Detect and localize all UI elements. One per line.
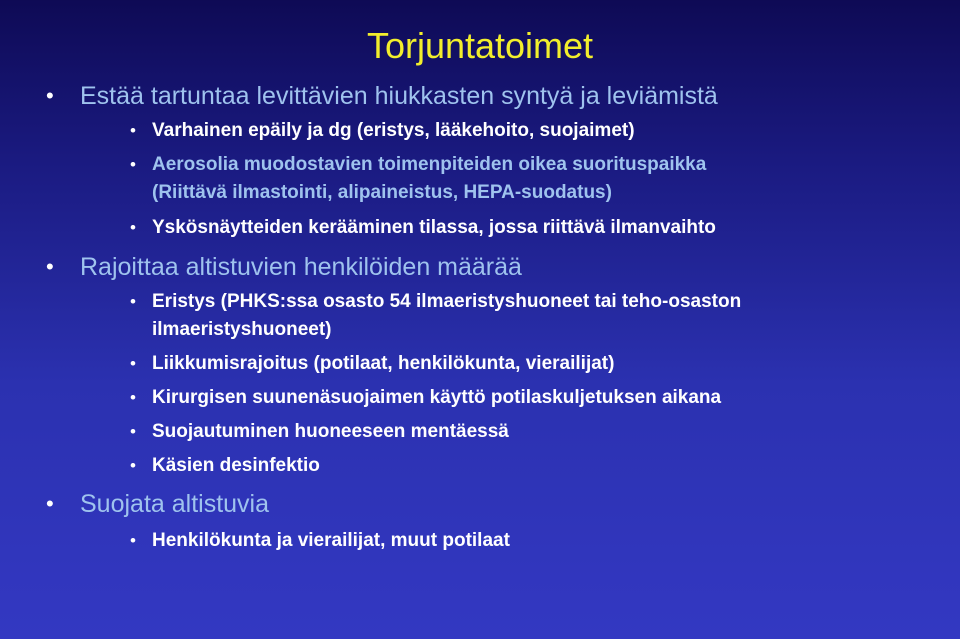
section-heading-3: • Suojata altistuvia (80, 489, 269, 519)
bullet-item (152, 527, 510, 555)
bullet-item (152, 214, 716, 242)
section-heading-1: • Estää tartuntaa levittävien hiukkasten syntyä ja leviämistä (80, 81, 718, 111)
bullet-item (152, 117, 635, 145)
slide-title: Torjuntatoimet (366, 25, 594, 66)
bullet-line: • Varhainen epäily ja dg (eristys, lääkehoito, suojaimet) (152, 120, 635, 141)
bullet-line: • Kirurgisen suunenäsuojaimen käyttö potilaskuljetuksen aikana (152, 387, 722, 408)
bullet-line: • Aerosolia muodostavien toimenpiteiden oikea suorituspaikka (152, 154, 707, 175)
bullet-line: • Käsien desinfektio (152, 455, 320, 476)
bullet-line: • Yskösnäytteiden kerääminen tilassa, jossa riittävä ilmanvaihto (152, 217, 716, 238)
bullet-line: (Riittävä ilmastointi, alipaineistus, HEPA-suodatus) (152, 182, 612, 203)
bullet-line: • Liikkumisrajoitus (potilaat, henkilökunta, vierailijat) (152, 353, 615, 374)
bullet-item (152, 288, 741, 344)
bullet-item (152, 418, 509, 446)
bullet-item (152, 452, 320, 480)
bullet-line: • Suojautuminen huoneeseen mentäessä (152, 421, 509, 442)
section-heading-2: • Rajoittaa altistuvien henkilöiden määrää (80, 252, 522, 282)
bullet-line: • Henkilökunta ja vierailijat, muut potilaat (152, 530, 510, 551)
bullet-line: • Eristys (PHKS:ssa osasto 54 ilmaeristyshuoneet tai teho-osaston (152, 291, 742, 312)
bullet-item (152, 151, 706, 207)
bullet-item (152, 350, 614, 378)
bullet-line: ilmaeristyshuoneet) (152, 319, 332, 340)
bullet-item (152, 384, 721, 412)
